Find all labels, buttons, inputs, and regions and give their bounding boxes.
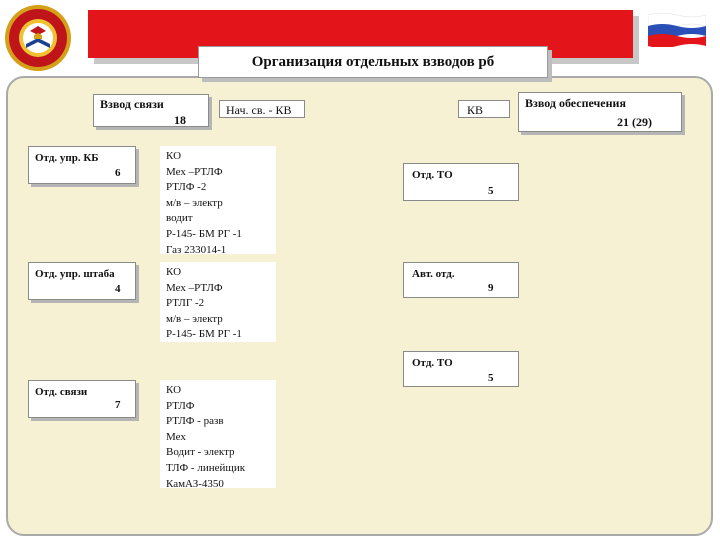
composition-item: Газ 233014-1 xyxy=(166,243,227,256)
composition-item: КО xyxy=(166,150,182,162)
unit-label: Отд. ТО xyxy=(412,357,453,369)
composition-item: РТЛФ xyxy=(166,399,195,412)
composition-item: Мех –РТЛФ xyxy=(166,281,223,294)
composition-item: Р-145- БМ РГ -1 xyxy=(166,328,242,341)
unit-label: Отд. упр. КБ xyxy=(35,152,99,164)
composition-item: КО xyxy=(166,384,182,396)
unit-label: Отд. упр. штаба xyxy=(35,268,115,280)
unit-count: 5 xyxy=(488,185,494,197)
unit-count: 7 xyxy=(115,399,121,411)
composition-item: водит xyxy=(166,212,193,225)
unit-box xyxy=(28,380,136,418)
composition-item: м/в – электр xyxy=(166,312,223,325)
composition-item: Мех –РТЛФ xyxy=(166,165,223,178)
vzvod-obesp-box xyxy=(518,92,682,132)
unit-box xyxy=(403,163,519,201)
unit-box xyxy=(403,262,519,298)
vzvod-obesp-count: 21 (29) xyxy=(617,115,652,129)
composition-item: Мех xyxy=(166,430,186,443)
unit-label: Отд. связи xyxy=(35,386,88,398)
unit-count: 6 xyxy=(115,167,121,179)
unit-box xyxy=(28,262,136,300)
composition-item: ТЛФ - линейщик xyxy=(166,461,246,474)
composition-item: м/в – электр xyxy=(166,196,223,209)
academy-emblem-icon xyxy=(4,4,72,72)
kv-label: КВ xyxy=(467,103,484,117)
composition-item: РТЛФ - разв xyxy=(166,415,224,428)
composition-list xyxy=(160,262,276,342)
unit-count: 4 xyxy=(115,283,121,295)
vzvod-svyazi-count: 18 xyxy=(174,113,186,127)
page-title: Организация отдельных взводов рб xyxy=(198,46,548,78)
composition-item: КО xyxy=(166,266,182,278)
diagram-panel xyxy=(6,76,713,536)
kv-box xyxy=(458,100,510,118)
unit-label: Отд. ТО xyxy=(412,169,453,181)
nach-sv-box xyxy=(219,100,305,118)
unit-count: 5 xyxy=(488,372,494,384)
unit-box xyxy=(28,146,136,184)
composition-list xyxy=(160,380,276,488)
unit-count: 9 xyxy=(488,282,494,294)
unit-box xyxy=(403,351,519,387)
vzvod-svyazi-box xyxy=(93,94,209,127)
composition-item: Водит - электр xyxy=(166,446,235,459)
composition-item: РТЛГ -2 xyxy=(166,297,205,310)
unit-label: Авт. отд. xyxy=(412,268,455,280)
composition-item: РТЛФ -2 xyxy=(166,181,207,194)
composition-list xyxy=(160,146,276,254)
nach-sv-label: Нач. св. - КВ xyxy=(226,103,292,117)
composition-item: КамАЗ-4350 xyxy=(166,477,224,490)
russian-flag-icon xyxy=(648,13,706,47)
vzvod-obesp-label: Взвод обеспечения xyxy=(525,96,626,110)
composition-item: Р-145- БМ РГ -1 xyxy=(166,227,242,240)
vzvod-svyazi-label: Взвод связи xyxy=(100,97,164,111)
